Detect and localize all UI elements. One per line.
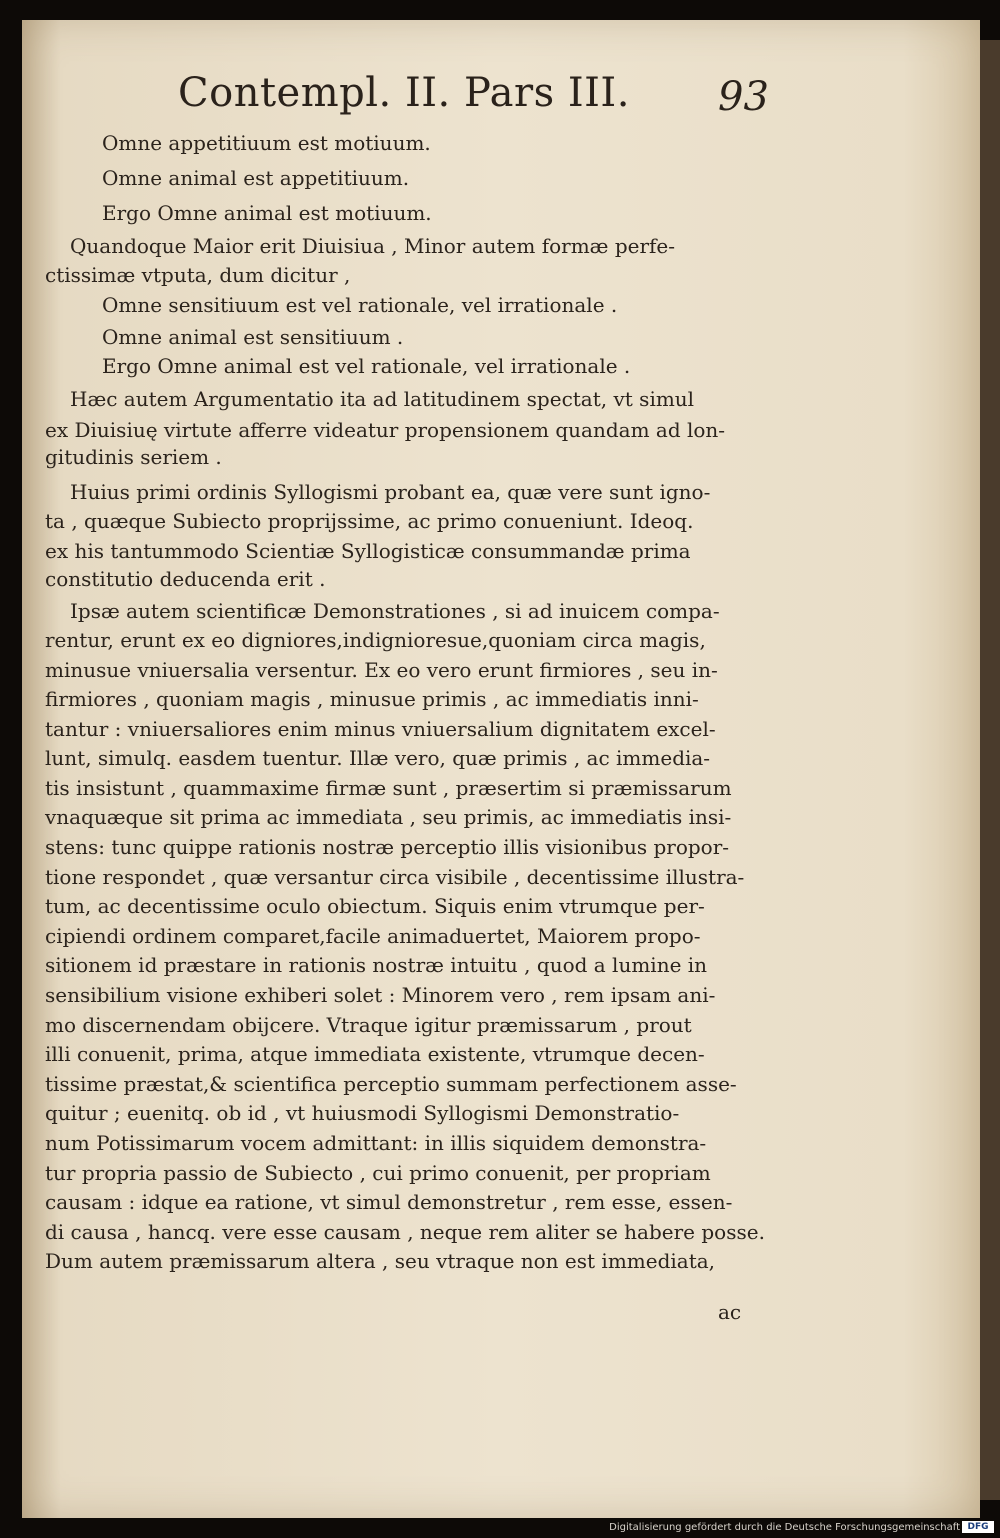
text-line: Omne appetitiuum est motiuum.	[102, 131, 431, 155]
text-line: ex Diuisiuę virtute afferre videatur propensionem quandam ad lon-	[45, 418, 726, 442]
text-line: causam : idque ea ratione, vt simul demonstretur , rem esse, essen-	[45, 1190, 733, 1214]
text-line: tum, ac decentissime oculo obiectum. Siquis enim vtrumque per-	[45, 894, 705, 918]
text-line: Omne animal est appetitiuum.	[102, 166, 410, 190]
text-line: Ergo Omne animal est motiuum.	[102, 201, 432, 225]
text-line: ctissimæ vtputa, dum dicitur ,	[45, 263, 351, 287]
text-line: minusue vniuersalia versentur. Ex eo vero erunt firmiores , seu in-	[45, 658, 718, 682]
text-line: num Potissimarum vocem admittant: in illis siquidem demonstra-	[45, 1131, 707, 1155]
text-line: Hæc autem Argumentatio ita ad latitudinem spectat, vt simul	[70, 387, 695, 411]
text-line: sitionem id præstare in rationis nostræ intuitu , quod a lumine in	[45, 953, 708, 977]
text-line: firmiores , quoniam magis , minusue primis , ac immediatis inni-	[45, 687, 699, 711]
page-edge	[980, 40, 1000, 1500]
text-line: gitudinis seriem .	[45, 445, 222, 469]
text-line: tissime præstat,& scientifica perceptio summam perfectionem asse-	[45, 1072, 737, 1096]
text-line: mo discernendam obijcere. Vtraque igitur præmissarum , prout	[45, 1013, 692, 1037]
text-line: Ergo Omne animal est vel rationale, vel irrationale .	[102, 354, 631, 378]
text-line: Huius primi ordinis Syllogismi probant ea, quæ vere sunt igno-	[70, 480, 711, 504]
text-line: constitutio deducenda erit .	[45, 567, 326, 591]
text-line: Ipsæ autem scientificæ Demonstrationes , si ad inuicem compa-	[70, 599, 720, 623]
text-line: tione respondet , quæ versantur circa visibile , decentissime illustra-	[45, 865, 745, 889]
text-line: Dum autem præmissarum altera , seu vtraque non est immediata,	[45, 1249, 716, 1273]
catchword: ac	[718, 1300, 742, 1324]
text-line: sensibilium visione exhiberi solet : Minorem vero , rem ipsam ani-	[45, 983, 716, 1007]
text-line: tur propria passio de Subiecto , cui primo conuenit, per propriam	[45, 1161, 711, 1185]
text-line: stens: tunc quippe rationis nostræ perceptio illis visionibus propor-	[45, 835, 730, 859]
page-header	[178, 70, 778, 130]
text-line: illi conuenit, prima, atque immediata existente, vtrumque decen-	[45, 1042, 705, 1066]
digitization-credit: Digitalisierung gefördert durch die Deutsche Forschungsgemeinschaft	[609, 1522, 960, 1533]
text-line: ex his tantummodo Scientiæ Syllogisticæ consummandæ prima	[45, 539, 691, 563]
text-line: cipiendi ordinem comparet,facile animaduertet, Maiorem propo-	[45, 924, 701, 948]
text-line: Omne animal est sensitiuum .	[102, 325, 404, 349]
text-line: tis insistunt , quammaxime firmæ sunt , præsertim si præmissarum	[45, 776, 732, 800]
text-line: di causa , hancq. vere esse causam , neque rem aliter se habere posse.	[45, 1220, 765, 1244]
text-line: quitur ; euenitq. ob id , vt huiusmodi Syllogismi Demonstratio-	[45, 1101, 680, 1125]
text-line: vnaquæque sit prima ac immediata , seu primis, ac immediatis insi-	[45, 805, 732, 829]
dfg-logo: DFG	[962, 1521, 994, 1533]
text-line: Omne sensitiuum est vel rationale, vel irrationale .	[102, 293, 618, 317]
text-line: Quandoque Maior erit Diuisiua , Minor autem formæ perfe-	[70, 234, 676, 258]
text-line: tantur : vniuersaliores enim minus vniuersalium dignitatem excel-	[45, 717, 716, 741]
page-number: 93	[718, 74, 769, 120]
text-line: lunt, simulq. easdem tuentur. Illæ vero, quæ primis , ac immedia-	[45, 746, 711, 770]
text-line: ta , quæque Subiecto proprijssime, ac primo conueniunt. Ideoq.	[45, 509, 694, 533]
running-title: Contempl. II. Pars III.	[178, 70, 630, 116]
text-line: rentur, erunt ex eo digniores,indignioresue,quoniam circa magis,	[45, 628, 706, 652]
